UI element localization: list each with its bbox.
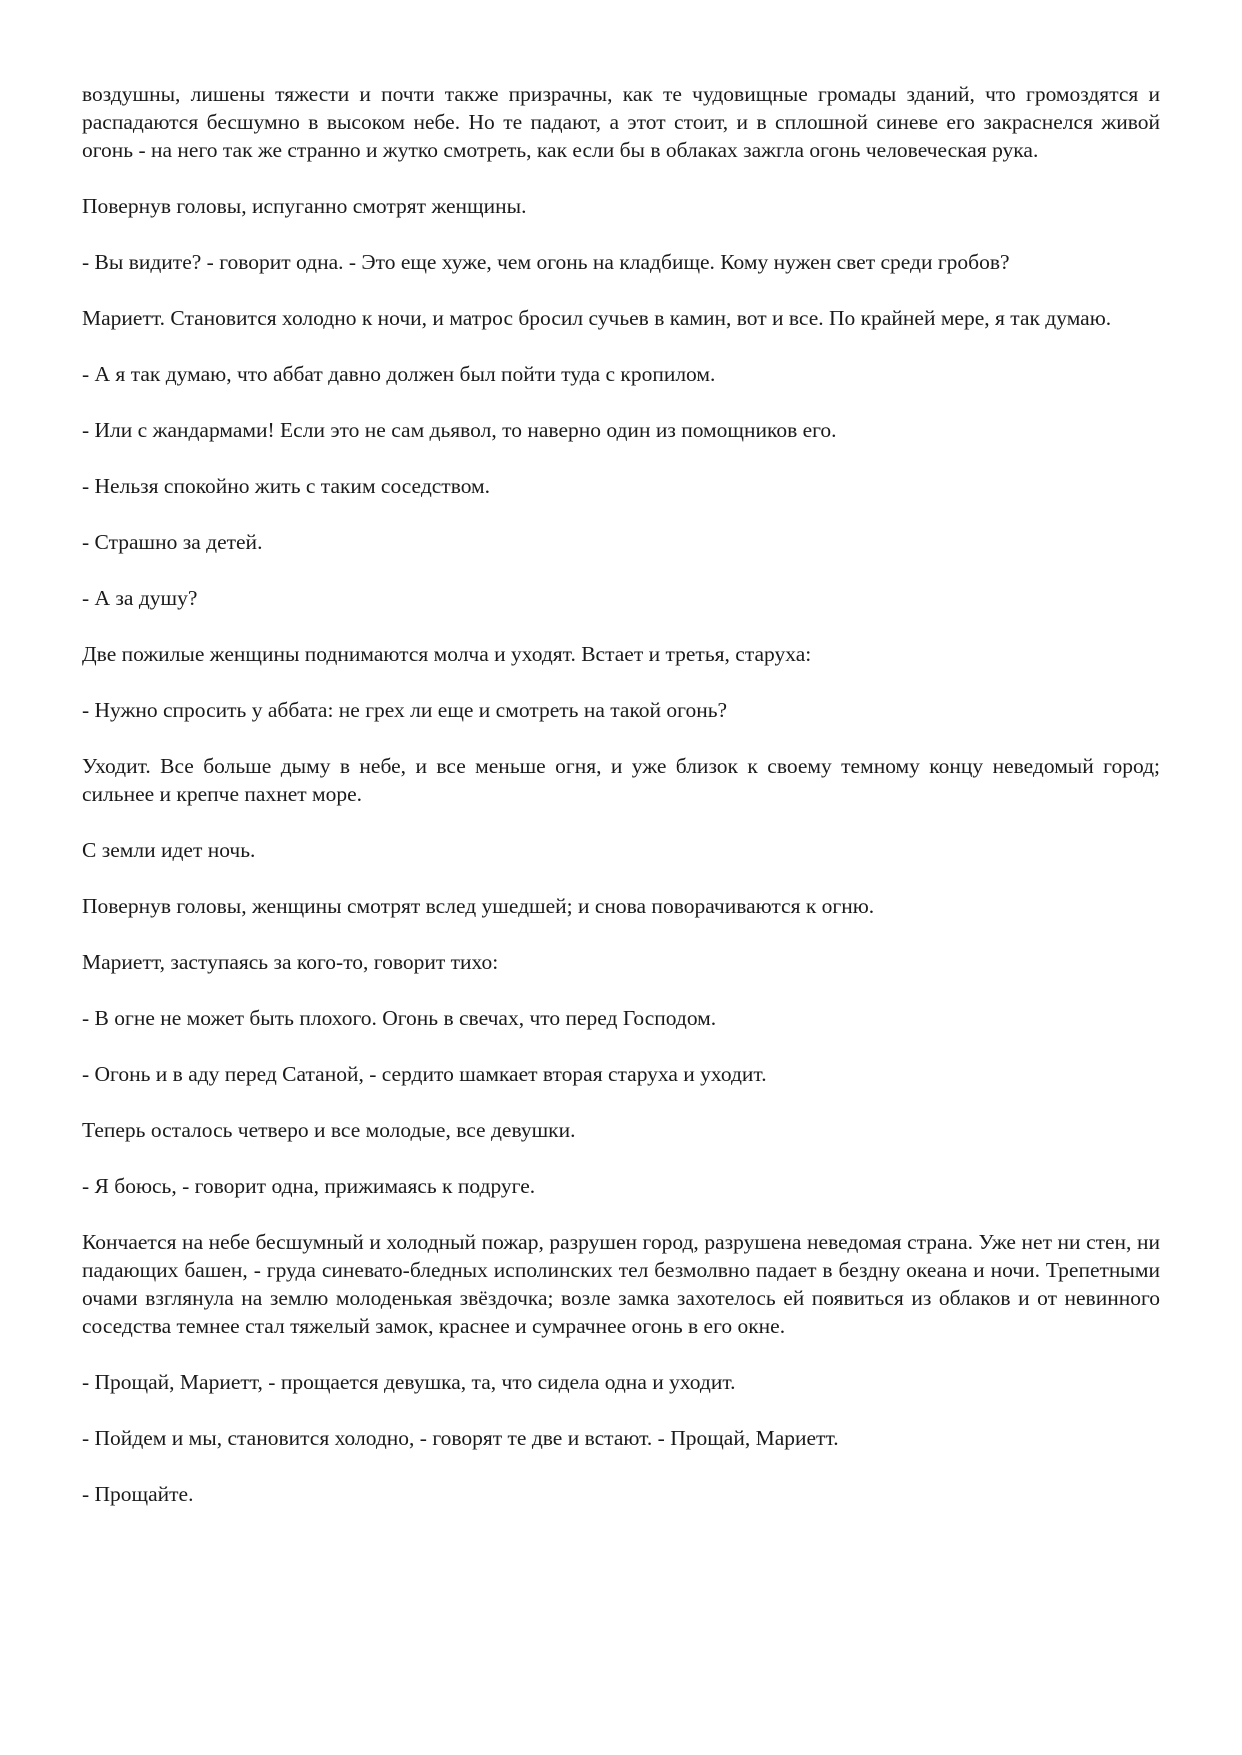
paragraph: воздушны, лишены тяжести и почти также призрачны, как те чудовищные громады зданий, что громоздятся и распадаются бесшумно в высоком небе. Но те падают, а этот стоит, и в сплошной синеве его закраснелся живой огонь - на него так же странно и жутко смотреть, как если бы в облаках зажгла огонь человеческая рука. <box>82 82 1160 162</box>
paragraph: - Прощай, Мариетт, - прощается девушка, та, что сидела одна и уходит. <box>82 1370 736 1394</box>
paragraph: Две пожилые женщины поднимаются молча и уходят. Встает и третья, старуха: <box>82 642 812 666</box>
paragraph: - Страшно за детей. <box>82 530 263 554</box>
paragraph: - Нужно спросить у аббата: не грех ли еще и смотреть на такой огонь? <box>82 698 728 722</box>
paragraph: - А за душу? <box>82 586 198 610</box>
paragraph: - В огне не может быть плохого. Огонь в свечах, что перед Господом. <box>82 1006 717 1030</box>
paragraph: С земли идет ночь. <box>82 838 256 862</box>
paragraph: Мариетт. Становится холодно к ночи, и матрос бросил сучьев в камин, вот и все. По крайней мере, я так думаю. <box>82 306 1112 330</box>
paragraph: - А я так думаю, что аббат давно должен был пойти туда с кропилом. <box>82 362 716 386</box>
paragraph: Теперь осталось четверо и все молодые, все девушки. <box>82 1118 576 1142</box>
paragraph: - Прощайте. <box>82 1482 194 1506</box>
paragraph: - Нельзя спокойно жить с таким соседством. <box>82 474 491 498</box>
paragraph: - Огонь и в аду перед Сатаной, - сердито шамкает вторая старуха и уходит. <box>82 1062 767 1086</box>
paragraph: - Я боюсь, - говорит одна, прижимаясь к подруге. <box>82 1174 536 1198</box>
paragraph: Повернув головы, женщины смотрят вслед ушедшей; и снова поворачиваются к огню. <box>82 894 875 918</box>
paragraph: Мариетт, заступаясь за кого-то, говорит тихо: <box>82 950 499 974</box>
paragraph: - Или с жандармами! Если это не сам дьявол, то наверно один из помощников его. <box>82 418 837 442</box>
paragraph: Кончается на небе бесшумный и холодный пожар, разрушен город, разрушена неведомая страна. Уже нет ни стен, ни падающих башен, - груда синевато-бледных исполинских тел безмолвно падает в бездну океана и ночи. Трепетными очами взглянула на землю молоденькая звёздочка; возле замка захотелось ей появиться из облаков и от невинного соседства темнее стал тяжелый замок, краснее и сумрачнее огонь в его окне. <box>82 1230 1160 1338</box>
paragraph: Уходит. Все больше дыму в небе, и все меньше огня, и уже близок к своему темному концу неведомый город; сильнее и крепче пахнет море. <box>82 754 1160 806</box>
paragraph: - Вы видите? - говорит одна. - Это еще хуже, чем огонь на кладбище. Кому нужен свет среди гробов? <box>82 250 1010 274</box>
paragraph: - Пойдем и мы, становится холодно, - говорят те две и встают. - Прощай, Мариетт. <box>82 1426 839 1450</box>
document-page <box>82 80 1160 1508</box>
paragraph: Повернув головы, испуганно смотрят женщины. <box>82 194 527 218</box>
